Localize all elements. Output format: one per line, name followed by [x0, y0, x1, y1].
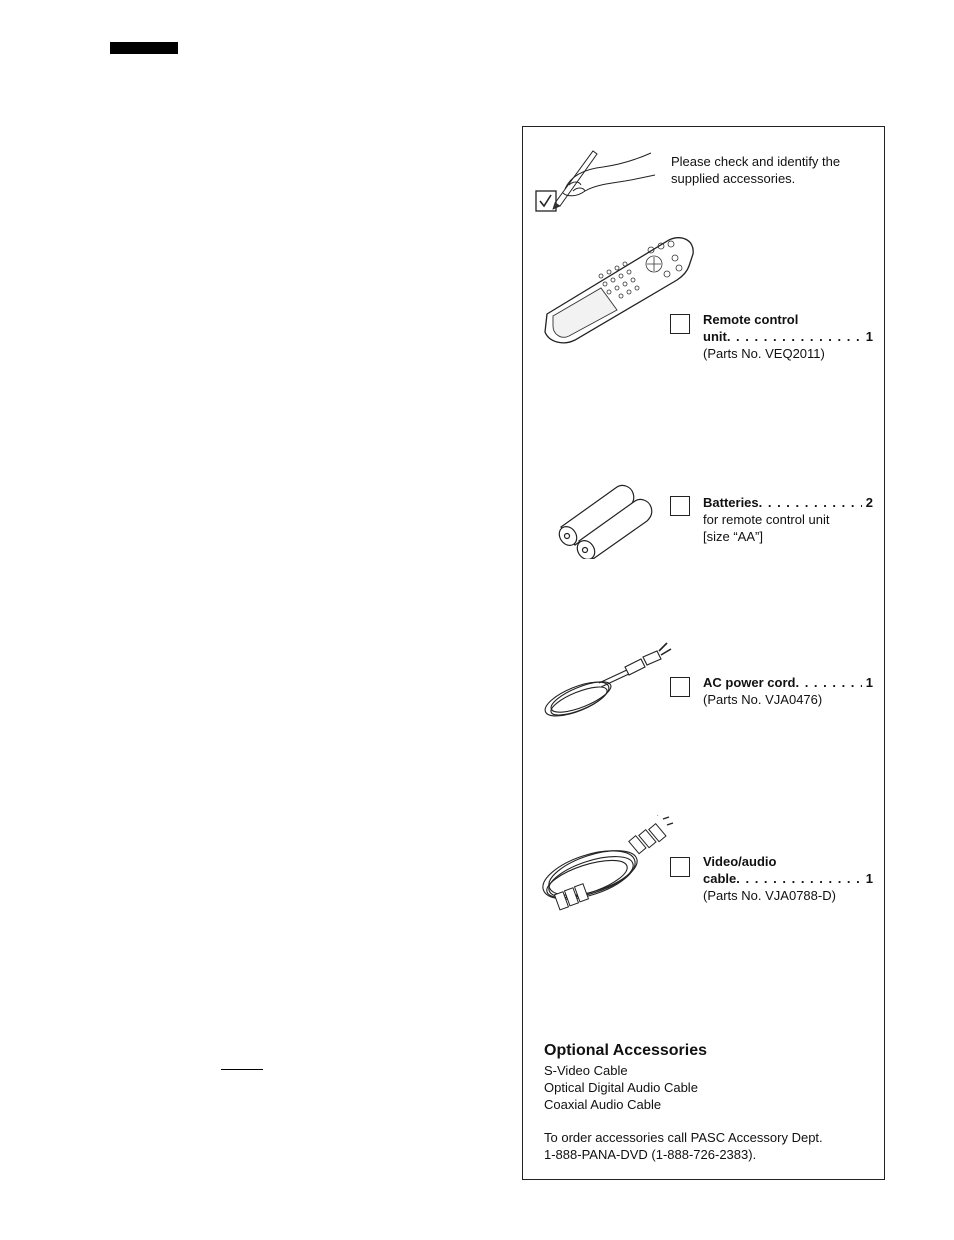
item-quantity: 1 — [865, 675, 873, 690]
order-info-line-1: To order accessories call PASC Accessory Dept. — [544, 1130, 823, 1145]
optional-accessories-heading: Optional Accessories — [544, 1042, 708, 1059]
item-parts-no: (Parts No. VJA0788-D) — [703, 888, 836, 903]
item-parts-no: (Parts No. VEQ2011) — [703, 346, 825, 361]
item-name: Video/audio — [703, 854, 777, 869]
item-ac-power-cord — [703, 674, 873, 708]
order-phone-number: 1-888-PANA-DVD (1-888-726-2383). — [544, 1147, 757, 1162]
item-batteries — [703, 494, 873, 545]
item-lead: Batteries — [703, 495, 759, 510]
item-leader-line — [703, 328, 873, 345]
item-lead: AC power cord — [703, 675, 796, 690]
checkbox-ac-power-cord[interactable] — [670, 677, 690, 697]
item-quantity: 1 — [865, 329, 873, 344]
checkbox-batteries[interactable] — [670, 496, 690, 516]
item-size: [size “AA”] — [703, 529, 763, 544]
intro-text — [671, 153, 871, 187]
power-cord-illustration — [539, 639, 679, 724]
item-lead: cable — [703, 871, 737, 886]
item-remote-control — [703, 311, 873, 362]
item-video-audio-cable — [703, 853, 873, 904]
item-leader-line — [703, 494, 873, 511]
item-quantity: 2 — [865, 495, 873, 510]
hand-checking-icon — [533, 145, 668, 217]
item-parts-no: (Parts No. VJA0476) — [703, 692, 823, 707]
optional-accessories-section — [544, 1041, 874, 1163]
item-leader-line — [703, 870, 873, 887]
batteries-illustration — [553, 479, 658, 559]
optional-item-coaxial: Coaxial Audio Cable — [544, 1097, 662, 1112]
intro-line-1: Please check and identify the — [671, 154, 841, 169]
checkbox-video-audio-cable[interactable] — [670, 857, 690, 877]
intro-line-2: supplied accessories. — [671, 171, 796, 186]
item-name: Remote control — [703, 312, 799, 327]
section-marker-bar — [110, 42, 178, 54]
video-audio-cable-illustration — [537, 815, 682, 920]
checkbox-remote-control[interactable] — [670, 314, 690, 334]
item-leader-line — [703, 674, 873, 691]
item-lead: unit — [703, 329, 727, 344]
optional-item-optical: Optical Digital Audio Cable — [544, 1080, 698, 1095]
optional-item-s-video: S-Video Cable — [544, 1063, 628, 1078]
accessories-box — [522, 126, 885, 1180]
item-quantity: 1 — [865, 871, 873, 886]
item-detail: for remote control unit — [703, 512, 830, 527]
footnote-rule — [221, 1069, 263, 1070]
